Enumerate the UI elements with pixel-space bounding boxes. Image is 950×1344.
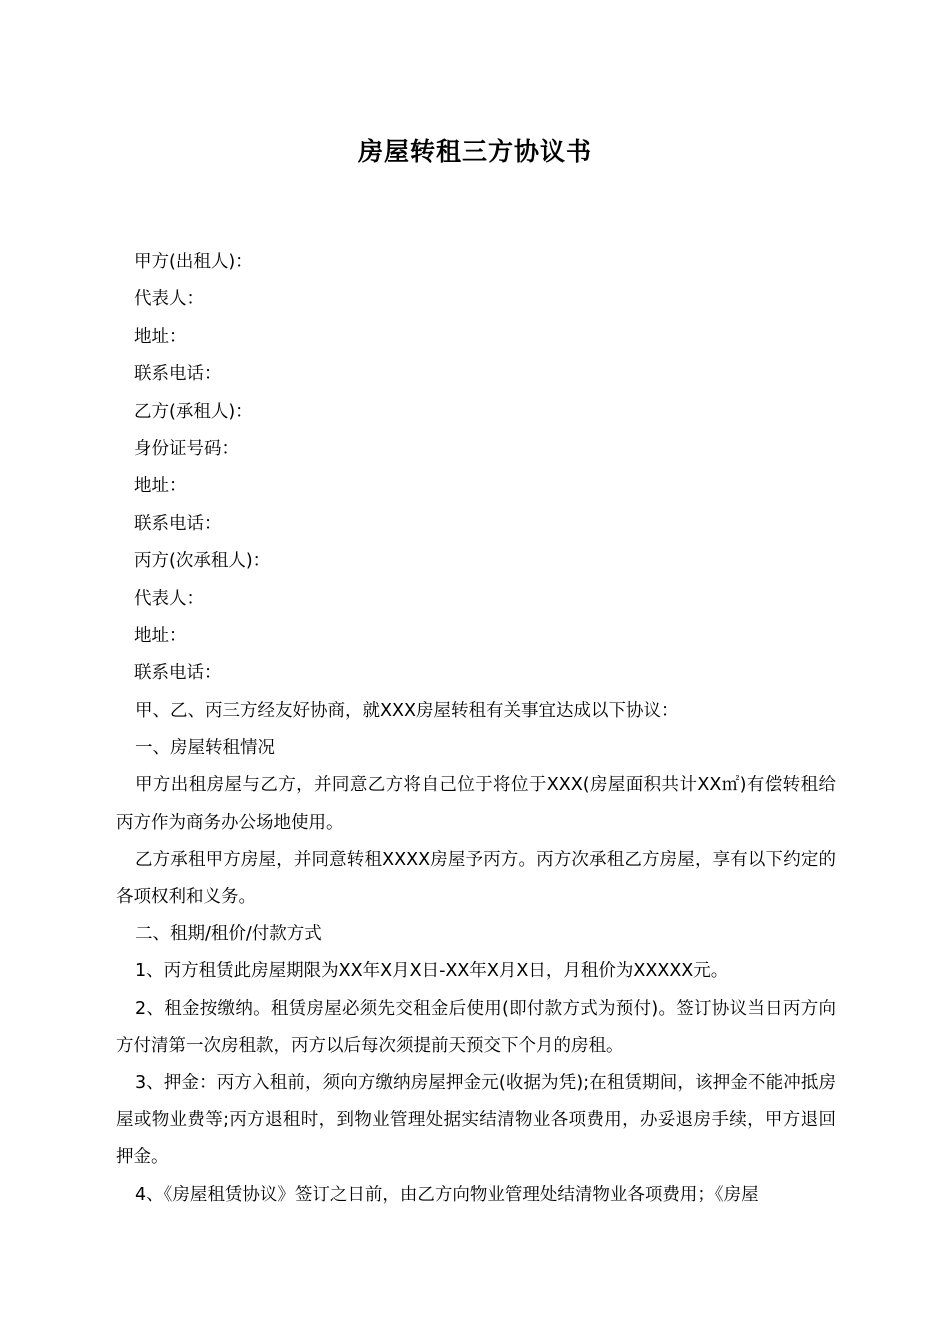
party-a-phone-label: 联系电话：	[134, 364, 222, 385]
document-title: 房屋转租三方协议书	[357, 137, 592, 166]
section-2-item-1: 1、丙方租赁此房屋期限为XX年X月X日-XX年X月X日，月租价为XXXXX元。	[135, 961, 729, 982]
section-2-item-2: 2、租金按缴纳。租赁房屋必须先交租金后使用(即付款方式为预付)。签订协议当日丙方向方付清第一次房租款，丙方以后每次须提前天预交下个月的房租。	[116, 998, 836, 1056]
intro-line: 甲、乙、丙三方经友好协商，就XXX房屋转租有关事宜达成以下协议：	[135, 701, 679, 721]
party-c-representative-label: 代表人：	[134, 588, 204, 609]
party-b-label: 乙方(承租人)：	[134, 401, 253, 422]
section-2-item-4: 4、《房屋租赁协议》签订之日前，由乙方向物业管理处结清物业各项费用；《房屋	[135, 1184, 759, 1205]
party-b-id-number-label: 身份证号码：	[134, 438, 239, 459]
party-a-label: 甲方(出租人)：	[134, 252, 253, 272]
section-2-item-3: 3、押金：丙方入租前，须向方缴纳房屋押金元(收据为凭);在租赁期间，该押金不能冲抵房屋或物业费等;丙方退租时，到物业管理处据实结清物业各项费用，办妥退房手续，甲方退回押金。	[116, 1073, 836, 1168]
section-2-heading: 二、租期/租价/付款方式	[135, 924, 322, 945]
party-c-label: 丙方(次承租人)：	[134, 551, 271, 572]
party-a-address-label: 地址：	[134, 326, 187, 347]
section-1-paragraph-2: 乙方承租甲方房屋，并同意转租XXXX房屋予丙方。丙方次承租乙方房屋，享有以下约定的各项权利和义务。	[116, 849, 836, 908]
section-1-heading: 一、房屋转租情况	[135, 738, 275, 759]
party-b-address-label: 地址：	[134, 476, 187, 497]
party-b-phone-label: 联系电话：	[134, 513, 222, 534]
party-c-phone-label: 联系电话：	[134, 663, 222, 684]
party-a-representative-label: 代表人：	[134, 289, 204, 310]
party-c-address-label: 地址：	[134, 625, 187, 646]
agreement-body	[116, 693, 836, 1214]
section-1-paragraph-1: 甲方出租房屋与乙方，并同意乙方将自己位于将位于XXX(房屋面积共计XX㎡)有偿转租给丙方作为商务办公场地使用。	[116, 775, 836, 833]
party-fields	[134, 244, 270, 693]
